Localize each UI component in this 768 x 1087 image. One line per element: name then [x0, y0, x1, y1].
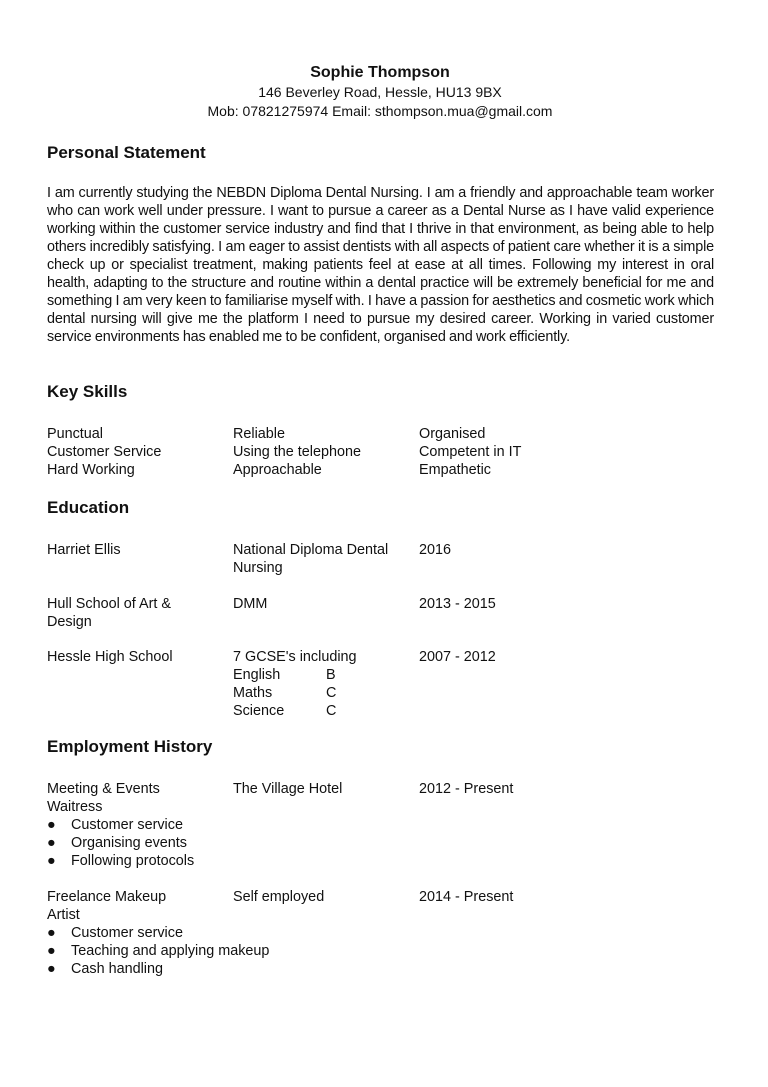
employment-row	[47, 888, 727, 906]
grade-value: C	[326, 685, 337, 701]
job-role: Freelance Makeup	[47, 889, 167, 905]
education-heading: Education	[47, 498, 130, 517]
skill: Approachable	[233, 462, 322, 478]
skill: Using the telephone	[233, 444, 362, 460]
employment-entry	[47, 888, 727, 978]
personal-statement-heading: Personal Statement	[47, 143, 206, 162]
key-skills-heading: Key Skills	[47, 382, 128, 401]
duty-item	[47, 816, 727, 834]
skills-row	[47, 425, 727, 443]
address: 146 Beverley Road, Hessle, HU13 9BX	[258, 84, 502, 100]
skills-row	[47, 461, 727, 479]
job-role-continued: Waitress	[47, 799, 103, 815]
grade-row	[47, 702, 727, 720]
skill: Hard Working	[47, 462, 135, 478]
bullet-icon: ●	[47, 853, 56, 869]
candidate-name: Sophie Thompson	[310, 64, 450, 81]
institution: Hull School of Art &	[47, 596, 171, 612]
education-entry	[47, 541, 727, 577]
education-row	[47, 541, 727, 559]
bullet-icon: ●	[47, 961, 56, 977]
cv-header	[0, 63, 760, 121]
bullet-icon: ●	[47, 835, 56, 851]
institution: Hessle High School	[47, 649, 173, 665]
duty-item	[47, 924, 727, 942]
bullet-icon: ●	[47, 943, 56, 959]
skill: Customer Service	[47, 444, 162, 460]
duty-text: Customer service	[71, 925, 183, 941]
duty-text: Organising events	[71, 835, 187, 851]
skill: Empathetic	[419, 462, 491, 478]
dates: 2014 - Present	[419, 889, 514, 905]
duty-text: Teaching and applying makeup	[71, 943, 270, 959]
employment-entry	[47, 780, 727, 870]
grade-value: C	[326, 703, 337, 719]
grade-value: B	[326, 667, 336, 683]
skill: Reliable	[233, 426, 285, 442]
duty-text: Customer service	[71, 817, 183, 833]
grade-subject: Maths	[233, 685, 273, 701]
grade-subject: Science	[233, 703, 285, 719]
duty-item	[47, 852, 727, 870]
personal-statement-text: I am currently studying the NEBDN Diploma Dental Nursing. I am a friendly and approachable team worker who can work well under pressure. I want to pursue a career as a Dental Nurse as I have valid experience working within the customer service industry and find that I thrive in that environment, as being able to help others incredibly satisfying. I am eager to assist dentists with all aspects of patient care whether it is a simple check up or specialist treatment, making patients feel at ease at all times. Following my interest in oral health, adapting to the structure and routine within a dental practice will be extremely beneficial for me and something I am very keen to familiarise myself with. I have a passion for aesthetics and cosmetic work which dental nursing will give me the platform I need to pursue my desired career. Working in varied customer service environments has enabled me to be confident, organised and work efficiently.	[47, 185, 714, 345]
education-row	[47, 559, 727, 577]
education-row	[47, 595, 727, 613]
skill: Punctual	[47, 426, 104, 442]
duty-text: Following protocols	[71, 853, 195, 869]
qualification: 7 GCSE's including	[233, 649, 357, 665]
employment-row	[47, 798, 727, 816]
skill: Competent in IT	[419, 444, 522, 460]
institution: Harriet Ellis	[47, 542, 121, 558]
employer: The Village Hotel	[233, 781, 343, 797]
employment-row	[47, 906, 727, 924]
education-row	[47, 648, 727, 666]
bullet-icon: ●	[47, 925, 56, 941]
contact-details: Mob: 07821275974 Email: sthompson.mua@gmail.com	[207, 103, 553, 119]
employer: Self employed	[233, 889, 325, 905]
qualification-continued: Nursing	[233, 560, 283, 576]
dates: 2012 - Present	[419, 781, 514, 797]
bullet-icon: ●	[47, 817, 56, 833]
dates: 2007 - 2012	[419, 649, 496, 665]
dates: 2013 - 2015	[419, 596, 496, 612]
skill: Organised	[419, 426, 486, 442]
duty-item	[47, 960, 727, 978]
employment-row	[47, 780, 727, 798]
education-entry	[47, 648, 727, 720]
grade-subject: English	[233, 667, 281, 683]
qualification: DMM	[233, 596, 268, 612]
employment-history-heading: Employment History	[47, 737, 213, 756]
skills-row	[47, 443, 727, 461]
job-role-continued: Artist	[47, 907, 80, 923]
education-entry	[47, 595, 727, 631]
dates: 2016	[419, 542, 452, 558]
duty-item	[47, 942, 727, 960]
grade-row	[47, 684, 727, 702]
duty-text: Cash handling	[71, 961, 164, 977]
institution-continued: Design	[47, 614, 92, 630]
education-row	[47, 613, 727, 631]
key-skills-table	[47, 425, 727, 479]
job-role: Meeting & Events	[47, 781, 160, 797]
duty-item	[47, 834, 727, 852]
grade-row	[47, 666, 727, 684]
qualification: National Diploma Dental	[233, 542, 389, 558]
